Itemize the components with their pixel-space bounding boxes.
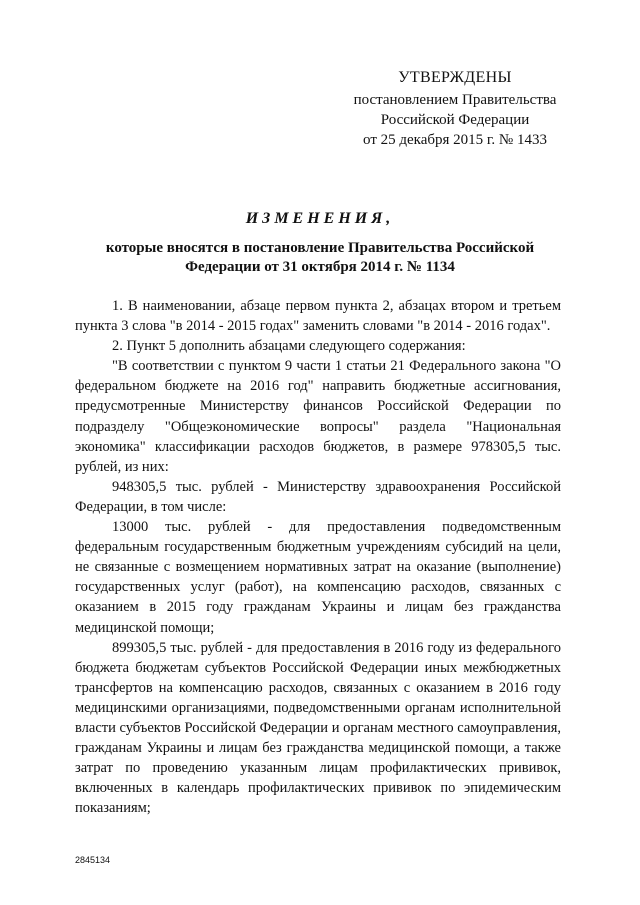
- approval-line-3: от 25 декабря 2015 г. № 1433: [363, 132, 547, 148]
- approval-heading: УТВЕРЖДЕНЫ: [398, 69, 512, 86]
- document-body: [75, 296, 561, 818]
- document-title: ИЗМЕНЕНИЯ,: [245, 210, 395, 227]
- paragraph: 899305,5 тыс. рублей - для предоставления в 2016 году из федерального бюджета бюджетам субъектов Российской Федерации иных межбюджетных трансфертов на компенсацию расходов, связанных с оказанием в 2016 году медицинскими организациями, подведомственными органам исполнительной власти субъектов Российской Федерации и органам местного самоуправления, гражданам Украины и лицам без гражданства медицинской помощи, а также затрат по проведению указанным лицам профилактических прививок, включенных в календарь профилактических прививок по эпидемическим показаниям;: [75, 639, 561, 817]
- paragraph: 948305,5 тыс. рублей - Министерству здравоохранения Российской Федерации, в том числе:: [75, 478, 561, 515]
- paragraph: 2. Пункт 5 дополнить абзацами следующего содержания:: [112, 338, 466, 355]
- paragraph: 13000 тыс. рублей - для предоставления подведомственным федеральным государственным бюджетным учреждениям субсидий на цели, не связанные с возмещением нормативных затрат на оказание (выполнение) государственных услуг (работ), на компенсацию расходов, связанных с оказанием в 2015 году гражданам Украины и лицам без гражданства медицинской помощи;: [75, 519, 561, 636]
- approval-block: [340, 68, 570, 150]
- paragraph: 1. В наименовании, абзаце первом пункта 2, абзацах втором и третьем пункта 3 слова "в 2014 - 2015 годах" заменить словами "в 2014 - 2016 годах".: [75, 298, 561, 335]
- approval-line-2: Российской Федерации: [380, 112, 530, 128]
- approval-line-1: постановлением Правительства: [353, 92, 557, 108]
- document-number: 2845134: [75, 855, 111, 865]
- paragraph: "В соответствии с пунктом 9 части 1 статьи 21 Федерального закона "О федеральном бюджете на 2016 год" направить бюджетные ассигнования, предусмотренные Министерству финансов Российской Федерации по подразделу "Общеэкономические вопросы" раздела "Национальная экономика" классификации расходов бюджетов, в размере 978305,5 тыс. рублей, из них:: [75, 358, 561, 475]
- document-subtitle: которые вносятся в постановление Правительства Российской Федерации от 31 октября 2014 г. № 1134: [105, 240, 535, 275]
